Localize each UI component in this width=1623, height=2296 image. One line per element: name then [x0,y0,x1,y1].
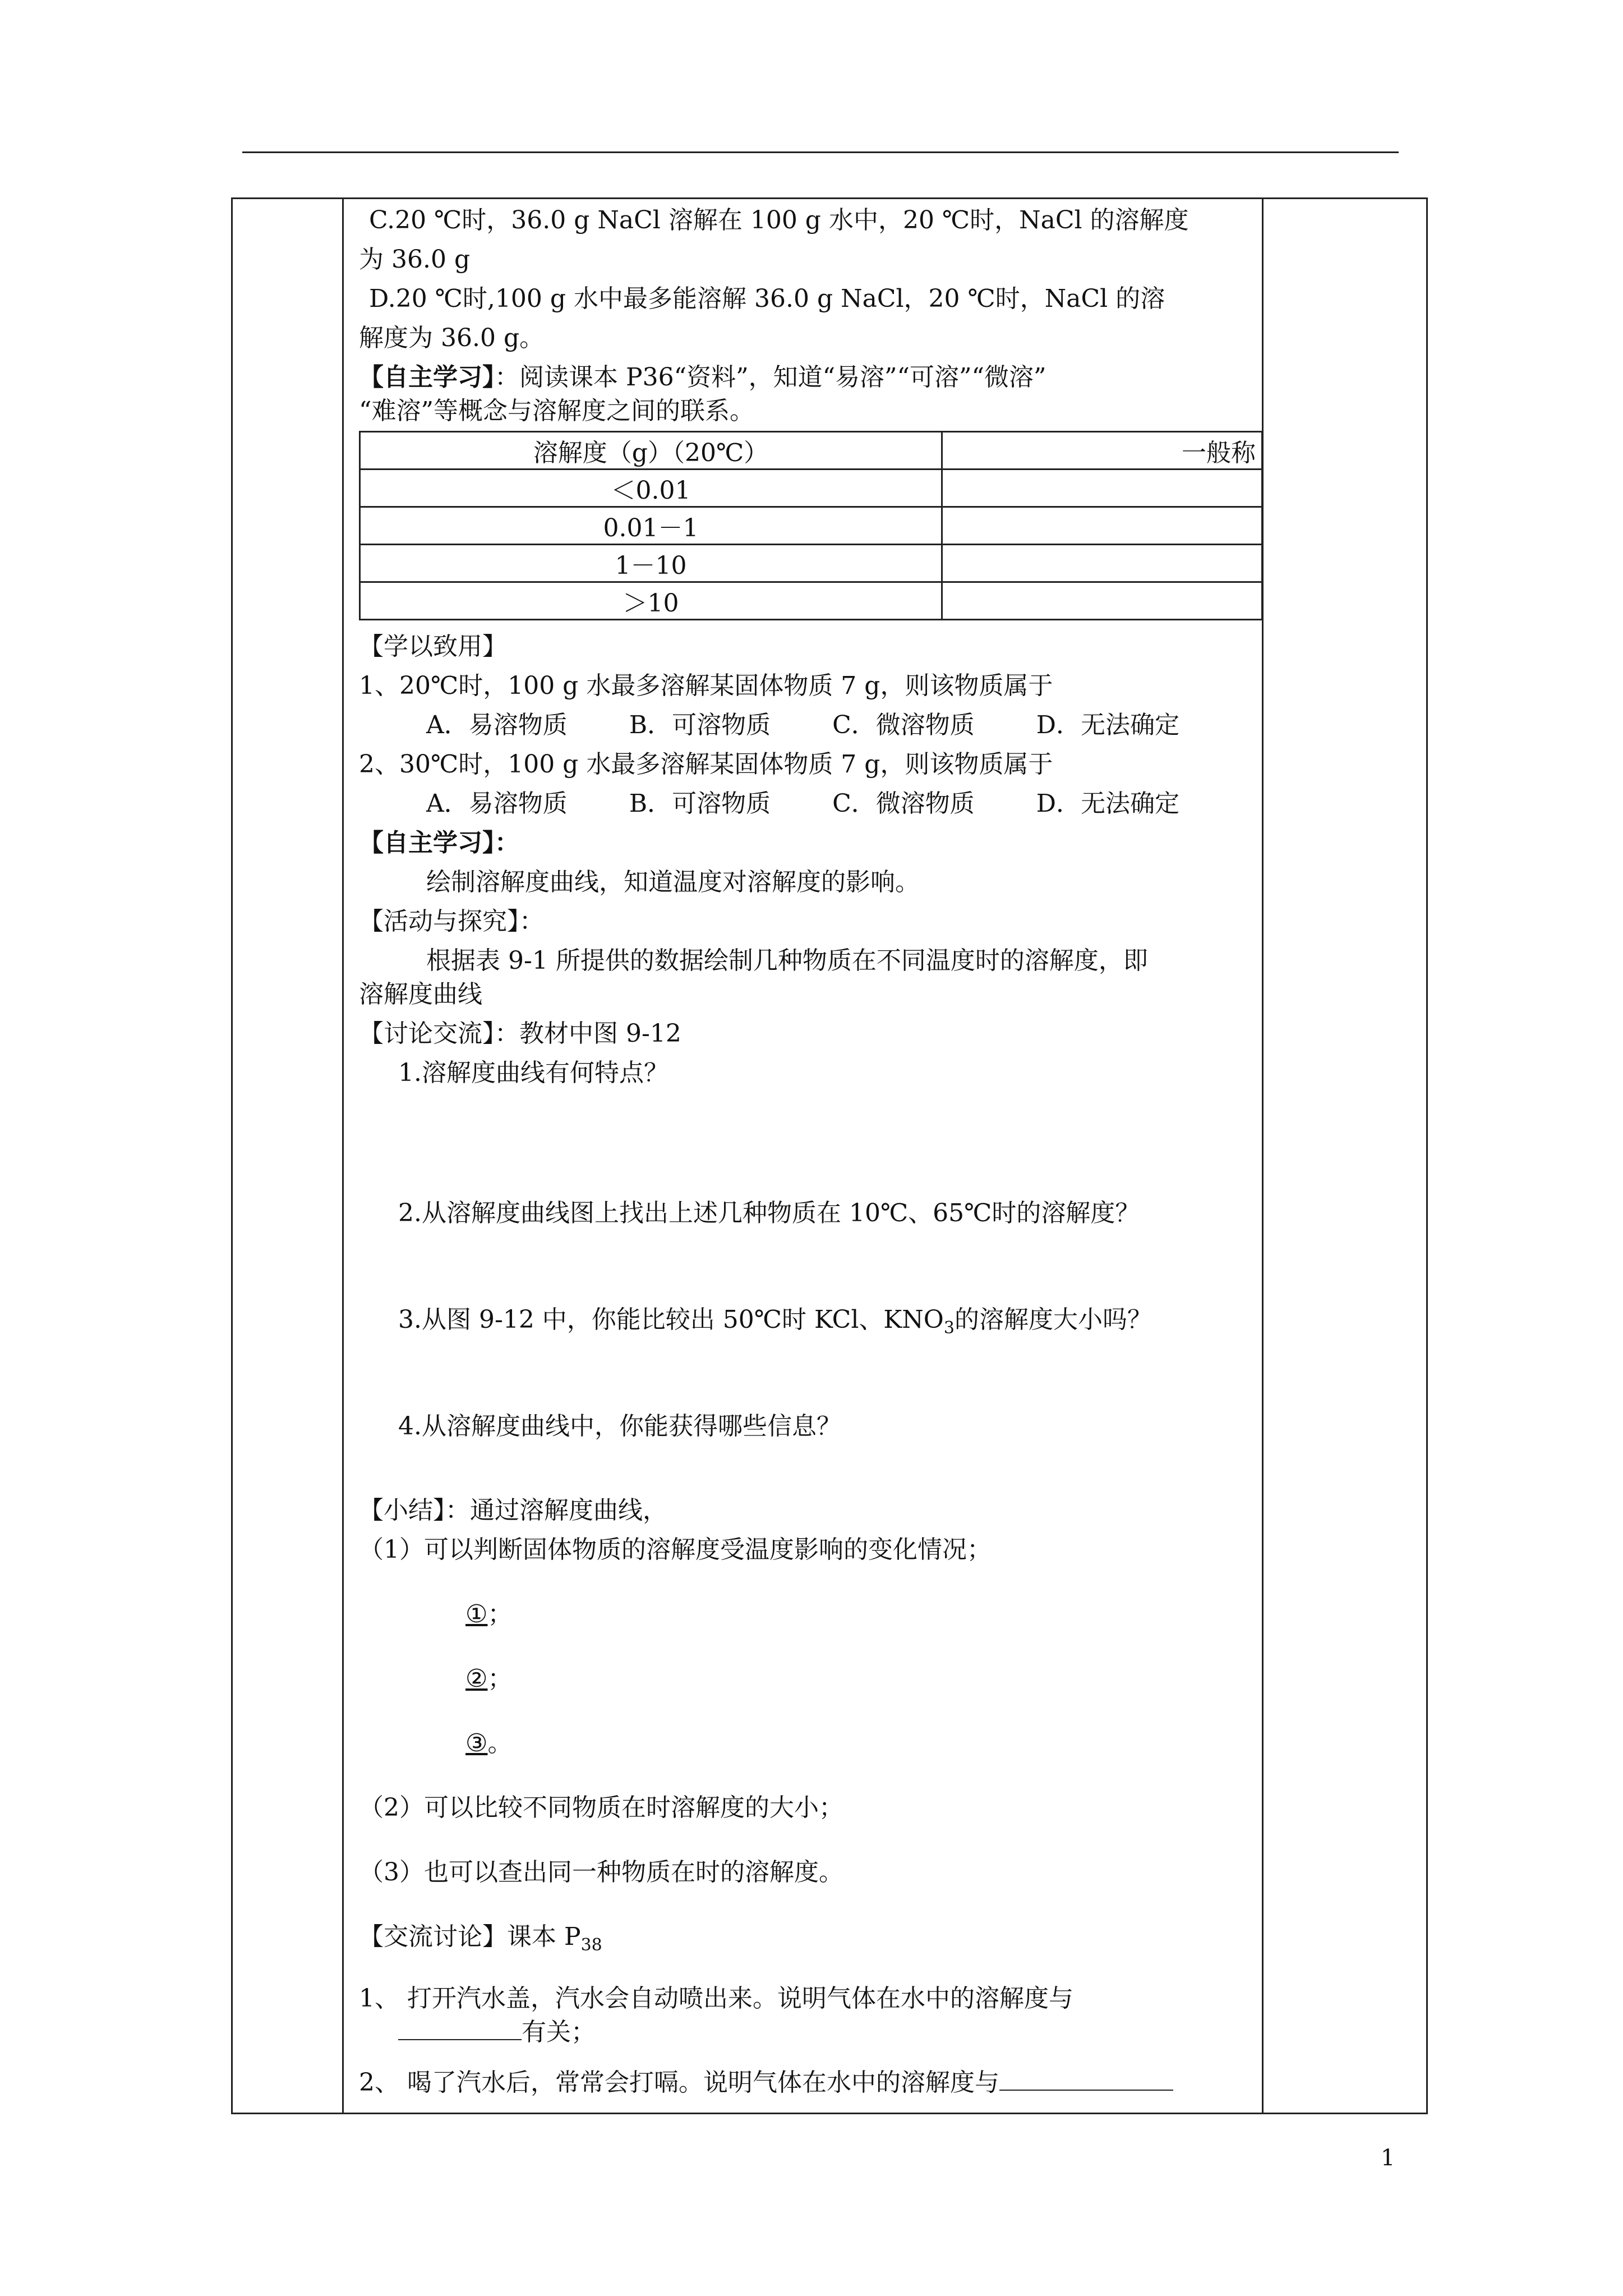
self-study-2-text: 绘制溶解度曲线，知道温度对溶解度的影响。 [426,868,920,896]
summary-point-3: （3）也可以查出同一种物质在时的溶解度。 [359,1858,843,1887]
discuss-question-3 [398,1300,1152,1348]
circle-2-mark: ② [465,1664,488,1693]
summary-circle-3 [465,1724,512,1763]
self-study-1-heading: 【自主学习】 [359,363,495,392]
table-header-solubility: 溶解度（g）（20℃） [360,432,942,470]
table-row [360,507,1262,545]
apply-question-2: 2、30℃时，100 g 水最多溶解某固体物质 7 g，则该物质属于 [359,750,1053,779]
discuss-question-2: 2.从溶解度曲线图上找出上述几种物质在 10℃、65℃时的溶解度？ [398,1199,1140,1227]
discuss-question-3-text: 3.从图 9-12 中，你能比较出 50℃时 KCl、KNO [398,1305,944,1334]
option-d-line2: 解度为 36.0 g。 [359,324,545,352]
exchange-question-2-text: 2、 喝了汽水后，常常会打嗝。说明气体在水中的溶解度与 [359,2068,999,2097]
discuss-question-4: 4.从溶解度曲线中，你能获得哪些信息？ [398,1412,841,1441]
self-study-2-colon: ： [495,829,519,857]
circle-1-tail: ； [487,1600,513,1628]
table-cell-answer [942,507,1262,545]
option-d: D．无法确定 [1036,711,1180,739]
circle-3-mark: ③ [465,1729,488,1757]
header-rule [242,151,1399,153]
summary-circle-1 [465,1595,512,1634]
page-number: 1 [1381,2145,1395,2171]
table-cell-answer [942,470,1262,507]
subscript-3: 3 [943,1318,955,1338]
discuss-question-1: 1.溶解度曲线有何特点？ [398,1059,668,1087]
table-header-classification: 一般称 [942,432,1262,470]
circle-3-tail: 。 [487,1729,513,1757]
option-a: A．易溶物质 [426,711,568,739]
summary-point-2: （2）可以比较不同物质在时溶解度的大小； [359,1793,843,1822]
table-header-row [360,432,1262,470]
option-c: C．微溶物质 [832,789,975,818]
exchange-question-1-line1: 1、 打开汽水盖，汽水会自动喷出来。说明气体在水中的溶解度与 [359,1984,1073,2013]
option-a: A．易溶物质 [426,789,568,818]
table-row [360,582,1262,620]
apply-question-1-options [426,706,1179,745]
answer-blank-1[interactable] [398,2014,522,2040]
self-study-1-text: ：阅读课本 P36“资料”，知道“易溶”“可溶”“微溶” [495,363,1046,392]
subscript-38: 38 [580,1935,602,1955]
activity-text-line1: 根据表 9-1 所提供的数据绘制几种物质在不同温度时的溶解度，即 [426,946,1148,975]
summary-point-1: （1）可以判断固体物质的溶解度受温度影响的变化情况； [359,1535,992,1564]
exchange-question-1-line2 [398,2013,596,2052]
option-d-line1: D.20 ℃时,100 g 水中最多能溶解 36.0 g NaCl，20 ℃时，NaCl 的溶 [369,284,1165,313]
circle-2-tail: ； [487,1664,513,1693]
apply-question-1: 1、20℃时，100 g 水最多溶解某固体物质 7 g，则该物质属于 [359,671,1053,700]
exchange-heading-text: 【交流讨论】课本 P [359,1922,581,1951]
content-column-lower [359,627,1256,2108]
option-d: D．无法确定 [1036,789,1180,818]
table-cell-answer [942,545,1262,582]
self-study-2-title: 【自主学习】 [359,829,495,857]
activity-heading: 【活动与探究】： [359,907,544,936]
exchange-heading [359,1917,602,1965]
answer-blank-2[interactable] [999,2065,1173,2091]
activity-text-line2: 溶解度曲线 [359,980,482,1009]
solubility-classification-table [359,431,1263,620]
option-c: C．微溶物质 [832,711,975,739]
table-cell-range: ＜0.01 [360,470,942,507]
option-c-line2: 为 36.0 g [359,245,471,274]
self-study-1-line2: “难溶”等概念与溶解度之间的联系。 [359,397,754,425]
apply-heading: 【学以致用】 [359,632,507,661]
apply-question-2-options [426,784,1179,823]
table-cell-answer [942,582,1262,620]
option-c-line1: C.20 ℃时，36.0 g NaCl 溶解在 100 g 水中，20 ℃时，NaCl 的溶解度 [369,206,1189,234]
table-cell-range: 0.01－1 [360,507,942,545]
summary-heading: 【小结】：通过溶解度曲线， [359,1496,667,1525]
discuss-question-3-tail: 的溶解度大小吗？ [954,1305,1152,1334]
exchange-question-2 [359,2063,1173,2102]
self-study-2-heading [359,823,519,863]
option-b: B．可溶物质 [629,711,771,739]
discuss-heading: 【讨论交流】：教材中图 9-12 [359,1019,681,1048]
exchange-question-1-tail: 有关； [522,2018,596,2046]
table-cell-range: ＞10 [360,582,942,620]
table-row [360,470,1262,507]
table-row [360,545,1262,582]
circle-1-mark: ① [465,1600,488,1628]
column-divider-left [342,197,344,2114]
option-b: B．可溶物质 [629,789,771,818]
table-cell-range: 1－10 [360,545,942,582]
summary-circle-2 [465,1659,512,1699]
